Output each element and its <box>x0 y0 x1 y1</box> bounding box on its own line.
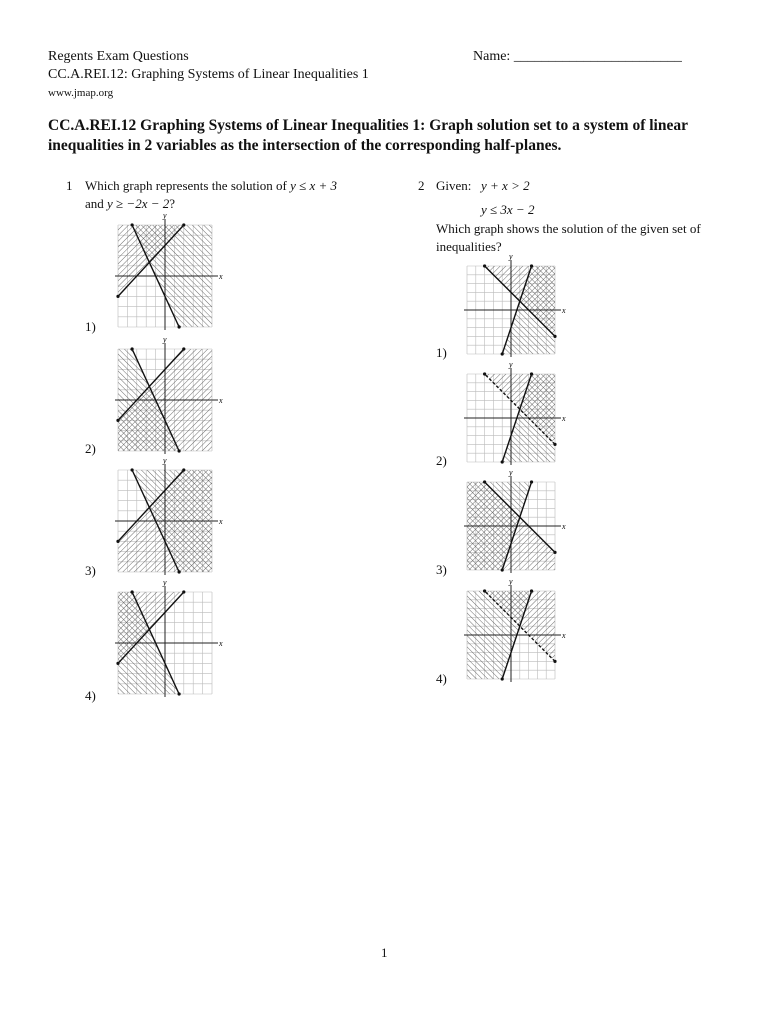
x-axis-label: x <box>562 414 566 423</box>
x-axis-label: x <box>562 306 566 315</box>
name-field: Name: ________________________ <box>473 49 682 64</box>
arrow-end <box>501 460 504 463</box>
q1-text-c: ? <box>169 196 176 211</box>
q1-text-b: and <box>85 196 108 211</box>
header-website: www.jmap.org <box>48 87 114 99</box>
arrow-end <box>483 480 486 483</box>
q1-text-a: Which graph represents the solution of <box>85 178 291 193</box>
q1-option-2-label: 2) <box>85 441 96 456</box>
arrow-end <box>182 347 185 350</box>
q1-option-1-label: 1) <box>85 319 96 334</box>
arrow-end <box>116 540 119 543</box>
x-axis-label: x <box>562 631 566 640</box>
arrow-end <box>131 223 134 226</box>
arrow-end <box>178 325 181 328</box>
arrow-end <box>553 660 556 663</box>
q2-graph-4-svg <box>461 579 571 683</box>
q2-graph-1[interactable] <box>461 254 571 358</box>
y-axis-label: y <box>163 337 167 344</box>
header-course: Regents Exam Questions <box>48 49 189 64</box>
page-title: CC.A.REI.12 Graphing Systems of Linear Inequalities 1: Graph solution set to a system of linear inequalities in 2 variables as the intersection of the corresponding half-planes. <box>48 117 688 154</box>
x-axis-label: x <box>219 517 223 526</box>
y-axis-label: y <box>509 254 513 261</box>
arrow-end <box>178 449 181 452</box>
q2-graph-1-svg <box>461 254 571 358</box>
q2-graph-2-svg <box>461 362 571 466</box>
q2-option-3-label: 3) <box>436 562 447 577</box>
arrow-end <box>483 372 486 375</box>
q1-text <box>85 177 385 213</box>
q1-graph-1[interactable] <box>112 213 228 331</box>
arrow-end <box>131 347 134 350</box>
arrow-end <box>530 589 533 592</box>
x-axis-label: x <box>219 396 223 405</box>
q1-graph-3[interactable] <box>112 458 228 576</box>
y-axis-label: y <box>163 458 167 465</box>
q2-option-1-label: 1) <box>436 345 447 360</box>
q1-graph-2-svg <box>112 337 228 455</box>
q2-graph-3-svg <box>461 470 571 574</box>
arrow-end <box>553 551 556 554</box>
arrow-end <box>530 480 533 483</box>
q2-graph-2[interactable] <box>461 362 571 466</box>
arrow-end <box>483 589 486 592</box>
arrow-end <box>116 662 119 665</box>
q1-option-3-label: 3) <box>85 563 96 578</box>
arrow-end <box>178 570 181 573</box>
arrow-end <box>178 692 181 695</box>
page-number: 1 <box>381 945 388 960</box>
arrow-end <box>182 223 185 226</box>
arrow-end <box>182 590 185 593</box>
arrow-end <box>131 468 134 471</box>
q2-inequality-1: y + x > 2 <box>481 178 530 193</box>
q1-option-4-label: 4) <box>85 688 96 703</box>
arrow-end <box>501 352 504 355</box>
arrow-end <box>131 590 134 593</box>
arrow-end <box>116 419 119 422</box>
q1-graph-4[interactable] <box>112 580 228 698</box>
q1-number: 1 <box>66 178 73 193</box>
q1-math-b: y ≥ −2x − 2 <box>107 196 170 211</box>
arrow-end <box>553 443 556 446</box>
q2-option-2-label: 2) <box>436 453 447 468</box>
q2-prompt: Which graph shows the solution of the given set of inequalities? <box>436 221 701 254</box>
header-standard: CC.A.REI.12: Graphing Systems of Linear Inequalities 1 <box>48 67 369 82</box>
q2-graph-3[interactable] <box>461 470 571 574</box>
q1-graph-4-svg <box>112 580 228 698</box>
x-axis-label: x <box>219 639 223 648</box>
arrow-end <box>483 264 486 267</box>
y-axis-label: y <box>163 580 167 587</box>
q2-option-4-label: 4) <box>436 671 447 686</box>
x-axis-label: x <box>562 522 566 531</box>
y-axis-label: y <box>509 579 513 586</box>
q2-inequality-2: y ≤ 3x − 2 <box>481 202 535 217</box>
arrow-end <box>116 295 119 298</box>
q1-graph-3-svg <box>112 458 228 576</box>
q1-math-a: y ≤ x + 3 <box>290 178 338 193</box>
arrow-end <box>553 335 556 338</box>
q2-given-label: Given: <box>436 178 472 193</box>
y-axis-label: y <box>509 470 513 477</box>
x-axis-label: x <box>219 272 223 281</box>
arrow-end <box>501 677 504 680</box>
q2-graph-4[interactable] <box>461 579 571 683</box>
arrow-end <box>501 568 504 571</box>
q1-graph-1-svg <box>112 213 228 331</box>
arrow-end <box>530 264 533 267</box>
q1-graph-2[interactable] <box>112 337 228 455</box>
y-axis-label: y <box>163 213 167 220</box>
arrow-end <box>530 372 533 375</box>
arrow-end <box>182 468 185 471</box>
y-axis-label: y <box>509 362 513 369</box>
q2-number: 2 <box>418 178 425 193</box>
